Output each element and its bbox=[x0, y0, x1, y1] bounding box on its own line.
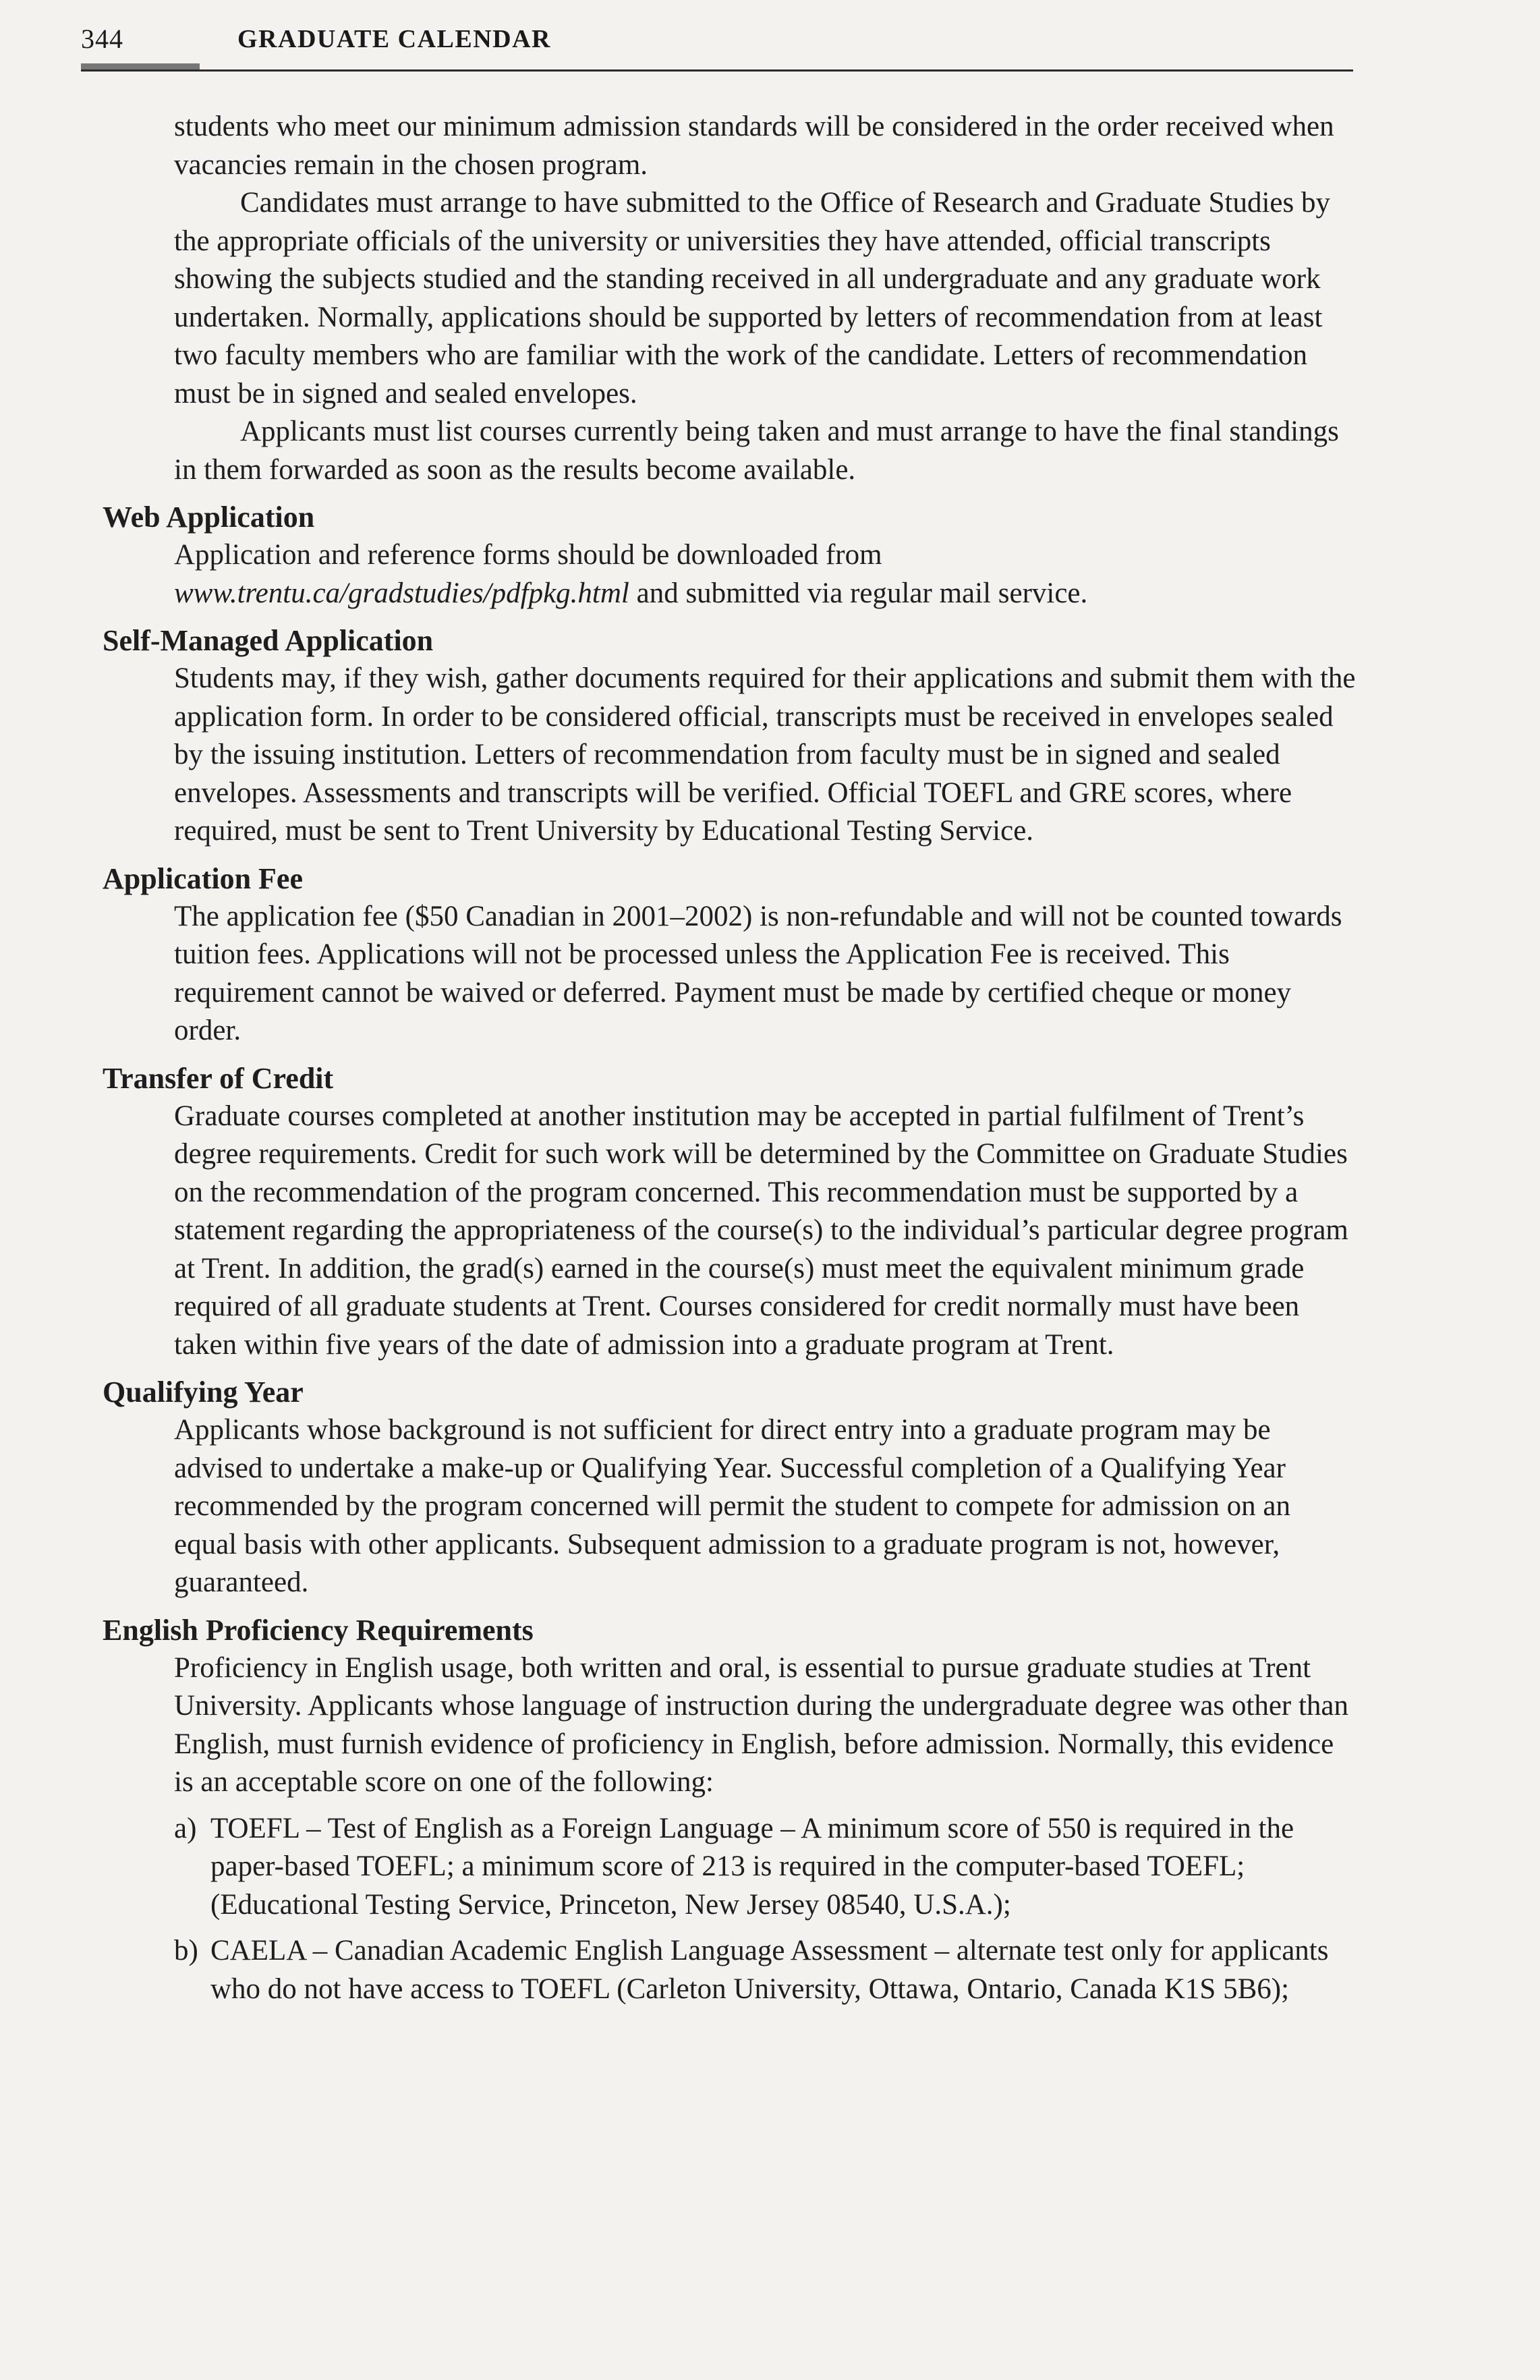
intro-paragraph-1: students who meet our minimum admission standards will be considered in the order received when vacancies remain in the chosen program. bbox=[174, 111, 1334, 181]
list-item-text: TOEFL – Test of English as a Foreign Language – A minimum score of 550 is required in the paper-based TOEFL; a minimum score of 213 is required in the computer-based TOEFL; (Educational Testing Service, Princeton, New Jersey 08540, U.S.A.); bbox=[210, 1812, 1294, 1921]
section-heading-qualifying-year: Qualifying Year bbox=[103, 1376, 304, 1409]
page-number: 344 bbox=[81, 24, 123, 54]
application-fee-paragraph: The application fee ($50 Canadian in 2001–2002) is non-refundable and will not be counted towards tuition fees. Applications will not be processed unless the Application Fee is received. This requirement cannot be waived or deferred. Payment must be made by certified cheque or money order. bbox=[174, 900, 1342, 1046]
list-marker: a) bbox=[174, 1812, 197, 1844]
qualifying-year-paragraph: Applicants whose background is not sufficient for direct entry into a graduate program may be advised to undertake a make-up or Qualifying Year. Successful completion of a Qualifying Year recommended by the program concerned will permit the student to compete for admission on an equal basis with other applicants. Subsequent admission to a graduate program is not, however, guaranteed. bbox=[174, 1414, 1291, 1598]
intro-paragraph-3: Applicants must list courses currently being taken and must arrange to have the final standings in them forwarded as soon as the results become available. bbox=[174, 416, 1339, 486]
web-application-paragraph bbox=[174, 536, 1357, 613]
running-header-title: GRADUATE CALENDAR bbox=[237, 25, 551, 53]
english-proficiency-paragraph: Proficiency in English usage, both written and oral, is essential to pursue graduate studies at Trent University. Applicants whose language of instruction during the undergraduate degree was other than English, must furnish evidence of proficiency in English, before admission. Normally, this evidence is an acceptable score on one of the following: bbox=[174, 1651, 1349, 1798]
transfer-of-credit-paragraph: Graduate courses completed at another institution may be accepted in partial fulfilment of Trent’s degree requirements. Credit for such work will be determined by the Committee on Graduate Studies on the recommendation of the program concerned. This recommendation must be supported by a statement regarding the appropriateness of the course(s) to the individual’s particular degree program at Trent. In addition, the grad(s) earned in the course(s) must meet the equivalent minimum grade required of all graduate students at Trent. Courses considered for credit normally must have been taken within five years of the date of admission into a graduate program at Trent. bbox=[174, 1100, 1348, 1361]
web-application-text: Application and reference forms should be downloaded from bbox=[174, 539, 882, 571]
page-body bbox=[103, 108, 1357, 2016]
section-heading-self-managed: Self-Managed Application bbox=[103, 624, 434, 657]
page-header bbox=[81, 19, 1353, 80]
section-heading-web-application: Web Application bbox=[103, 501, 315, 534]
section-heading-transfer-of-credit: Transfer of Credit bbox=[103, 1061, 334, 1095]
list-item bbox=[174, 1932, 1357, 2008]
web-application-text-end: and submitted via regular mail service. bbox=[636, 577, 1088, 609]
list-item bbox=[174, 1810, 1357, 1925]
list-marker: b) bbox=[174, 1935, 198, 1966]
intro-paragraph-2: Candidates must arrange to have submitted to the Office of Research and Graduate Studies by the appropriate officials of the university or universities they have attended, official transcripts showing the subjects studied and the standing received in all undergraduate and any graduate work undertaken. Normally, applications should be supported by letters of recommendation from at least two faculty members who are familiar with the work of the candidate. Letters of recommendation must be in signed and sealed envelopes. bbox=[174, 187, 1331, 409]
section-heading-english-proficiency: English Proficiency Requirements bbox=[103, 1613, 534, 1647]
web-application-url: www.trentu.ca/gradstudies/pdfpkg.html bbox=[174, 577, 629, 609]
self-managed-paragraph: Students may, if they wish, gather documents required for their applications and submit them with the application form. In order to be considered official, transcripts must be received in envelopes sealed by the issuing institution. Letters of recommendation from faculty must be in signed and sealed envelopes. Assessments and transcripts will be verified. Official TOEFL and GRE scores, where required, must be sent to Trent University by Educational Testing Service. bbox=[174, 662, 1356, 847]
list-item-text: CAELA – Canadian Academic English Language Assessment – alternate test only for applicants who do not have access to TOEFL (Carleton University, Ottawa, Ontario, Canada K1S 5B6); bbox=[210, 1935, 1329, 2005]
header-rule bbox=[81, 69, 1353, 72]
proficiency-test-list bbox=[174, 1810, 1357, 2009]
section-heading-application-fee: Application Fee bbox=[103, 861, 303, 895]
